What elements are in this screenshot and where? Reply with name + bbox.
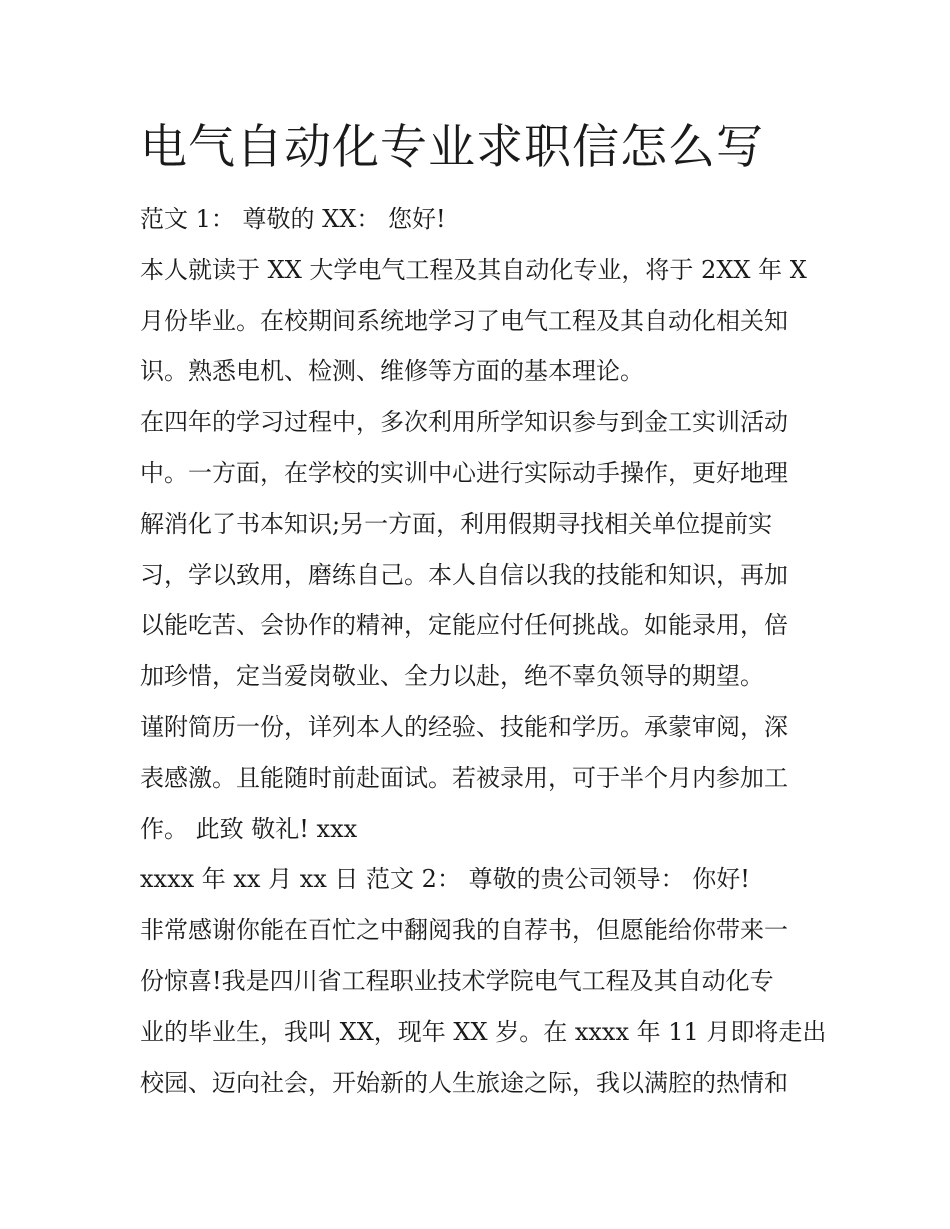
text-line: 作。 此致 敬礼! xxx bbox=[140, 814, 358, 843]
document-page bbox=[140, 112, 827, 1108]
text-line: 在四年的学习过程中，多次利用所学知识参与到金工实训活动 bbox=[140, 408, 788, 437]
text-line: 以能吃苦、会协作的精神，定能应付任何挑战。如能录用，倍 bbox=[140, 611, 788, 640]
text-line: 表感激。且能随时前赴面试。若被录用，可于半个月内参加工 bbox=[140, 763, 788, 792]
text-line: 识。熟悉电机、检测、维修等方面的基本理论。 bbox=[140, 357, 644, 386]
text-line: 加珍惜，定当爱岗敬业、全力以赴，绝不辜负领导的期望。 bbox=[140, 662, 764, 691]
text-line: 非常感谢你能在百忙之中翻阅我的自荐书，但愿能给你带来一 bbox=[140, 916, 788, 945]
paragraph-self-intro bbox=[140, 905, 827, 1108]
paragraph-intro bbox=[140, 245, 820, 397]
document-body bbox=[140, 194, 827, 1108]
text-line: 份惊喜!我是四川省工程职业技术学院电气工程及其自动化专 bbox=[140, 966, 774, 995]
text-line: 解消化了书本知识;另一方面，利用假期寻找相关单位提前实 bbox=[140, 509, 773, 538]
text-line: 习，学以致用，磨练自己。本人自信以我的技能和知识，再加 bbox=[140, 560, 788, 589]
paragraph-greeting-1 bbox=[140, 194, 820, 245]
text-line: 中。一方面，在学校的实训中心进行实际动手操作，更好地理 bbox=[140, 458, 788, 487]
text-line: 谨附简历一份，详列本人的经验、技能和学历。承蒙审阅，深 bbox=[140, 712, 788, 741]
text-line: 本人就读于 XX 大学电气工程及其自动化专业，将于 2XX 年 X bbox=[140, 255, 807, 284]
text-line: 月份毕业。在校期间系统地学习了电气工程及其自动化相关知 bbox=[140, 306, 788, 335]
text-line: 校园、迈向社会，开始新的人生旅途之际，我以满腔的热情和 bbox=[140, 1068, 788, 1097]
text-line: xxxx 年 xx 月 xx 日 范文 2： 尊敬的贵公司领导： 你好! bbox=[140, 865, 750, 894]
paragraph-study-experience bbox=[140, 397, 820, 702]
document-title: 电气自动化专业求职信怎么写 bbox=[140, 120, 764, 175]
text-line: 业的毕业生，我叫 XX，现年 XX 岁。在 xxxx 年 11 月即将走出 bbox=[140, 1017, 827, 1046]
paragraph-closing-1 bbox=[140, 702, 820, 854]
paragraph-greeting-2 bbox=[140, 854, 820, 905]
text-line: 范文 1： 尊敬的 XX： 您好! bbox=[140, 205, 446, 233]
